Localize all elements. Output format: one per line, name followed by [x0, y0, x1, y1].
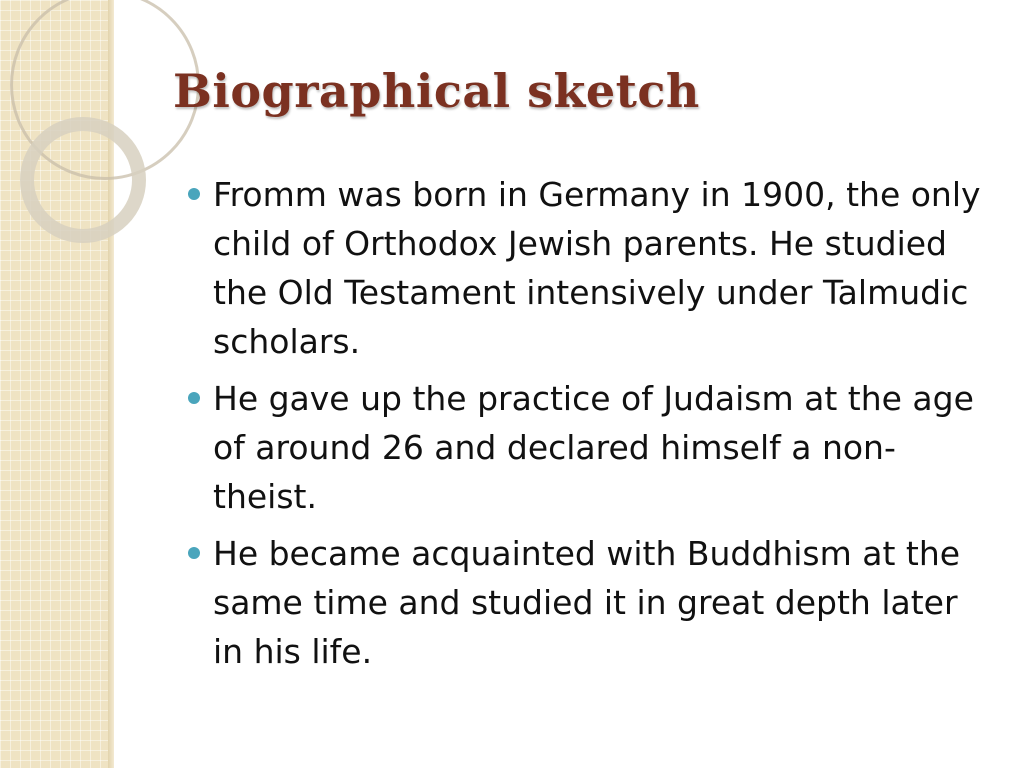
decorative-ring-middle — [20, 117, 146, 243]
bullet-text: He gave up the practice of Judaism at the age of around 26 and declared himself a non-theist. — [213, 379, 974, 516]
bullet-dot-icon — [188, 188, 200, 200]
bullet-item — [188, 170, 998, 366]
bullet-text: He became acquainted with Buddhism at the same time and studied it in great depth later in his life. — [213, 534, 961, 671]
bullet-item — [188, 529, 998, 676]
bullet-dot-icon — [188, 547, 200, 559]
bullet-item — [188, 374, 998, 521]
bullet-text: Fromm was born in Germany in 1900, the only child of Orthodox Jewish parents. He studied the Old Testament intensively under Talmudic scholars. — [213, 175, 981, 361]
bullet-list — [188, 170, 998, 684]
bullet-dot-icon — [188, 392, 200, 404]
slide-title: Biographical sketch — [173, 64, 700, 118]
